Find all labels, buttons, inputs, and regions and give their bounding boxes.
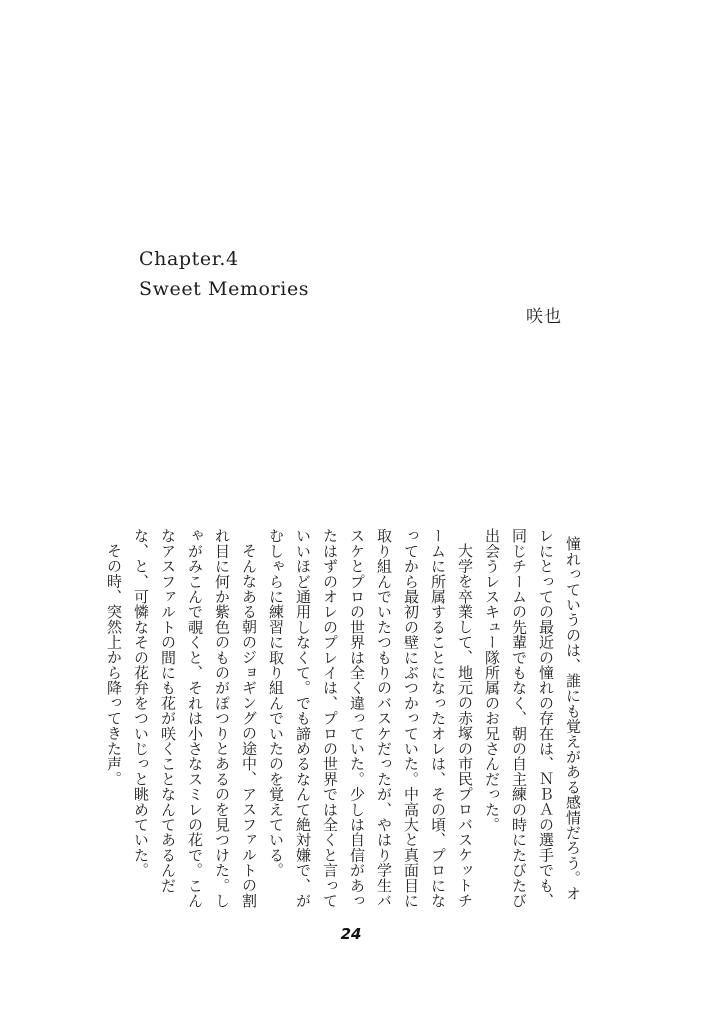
paragraph: そんなある朝のジョギングの途中、アスファルトの割れ目に何か紫色のものがぽつりとあるのを見つけた。しゃがみこんで覗くと、それは小さなスミレの花で。こんなアスファルトの間にも花が咲くことなんてあるんだな、と、可憐なその花弁をついじっと眺めていた。 [132,528,258,908]
chapter-heading [139,244,399,304]
chapter-label: Chapter.4 [139,248,239,270]
chapter-title: Sweet Memories [139,278,310,300]
paragraph: その時、突然上から降ってきた声。 [105,543,123,787]
paragraph: 憧れっていうのは、誰にも覚えがある感情だろう。オレにとっての最近の憧れの存在は、ＮＢＡの選手でも、同じチームの先輩でもなく、朝の自主練の時にたびたび出会うレスキュー隊所属のお兄さんだった。 [483,528,582,908]
paragraph: 大学を卒業して、地元の赤塚の市民プロバスケットチームに所属することになったオレは、その頃、プロになってから最初の壁にぶつかっていた。中高大と真面目に取り組んでいたつもりのバスケだったが、やはり学生バスケとプロの世界は全く違っていた。少しは自信があったはずのオレのプレイは、プロの世界では全くと言っていいほど通用しなくて。でも諦めるなんて絶対嫌で、がむしゃらに練習に取り組んでいたのを覚えている。 [267,528,474,908]
author-name: 咲也 [526,307,562,327]
page-number: 24 [340,925,362,943]
story-body [105,528,586,908]
